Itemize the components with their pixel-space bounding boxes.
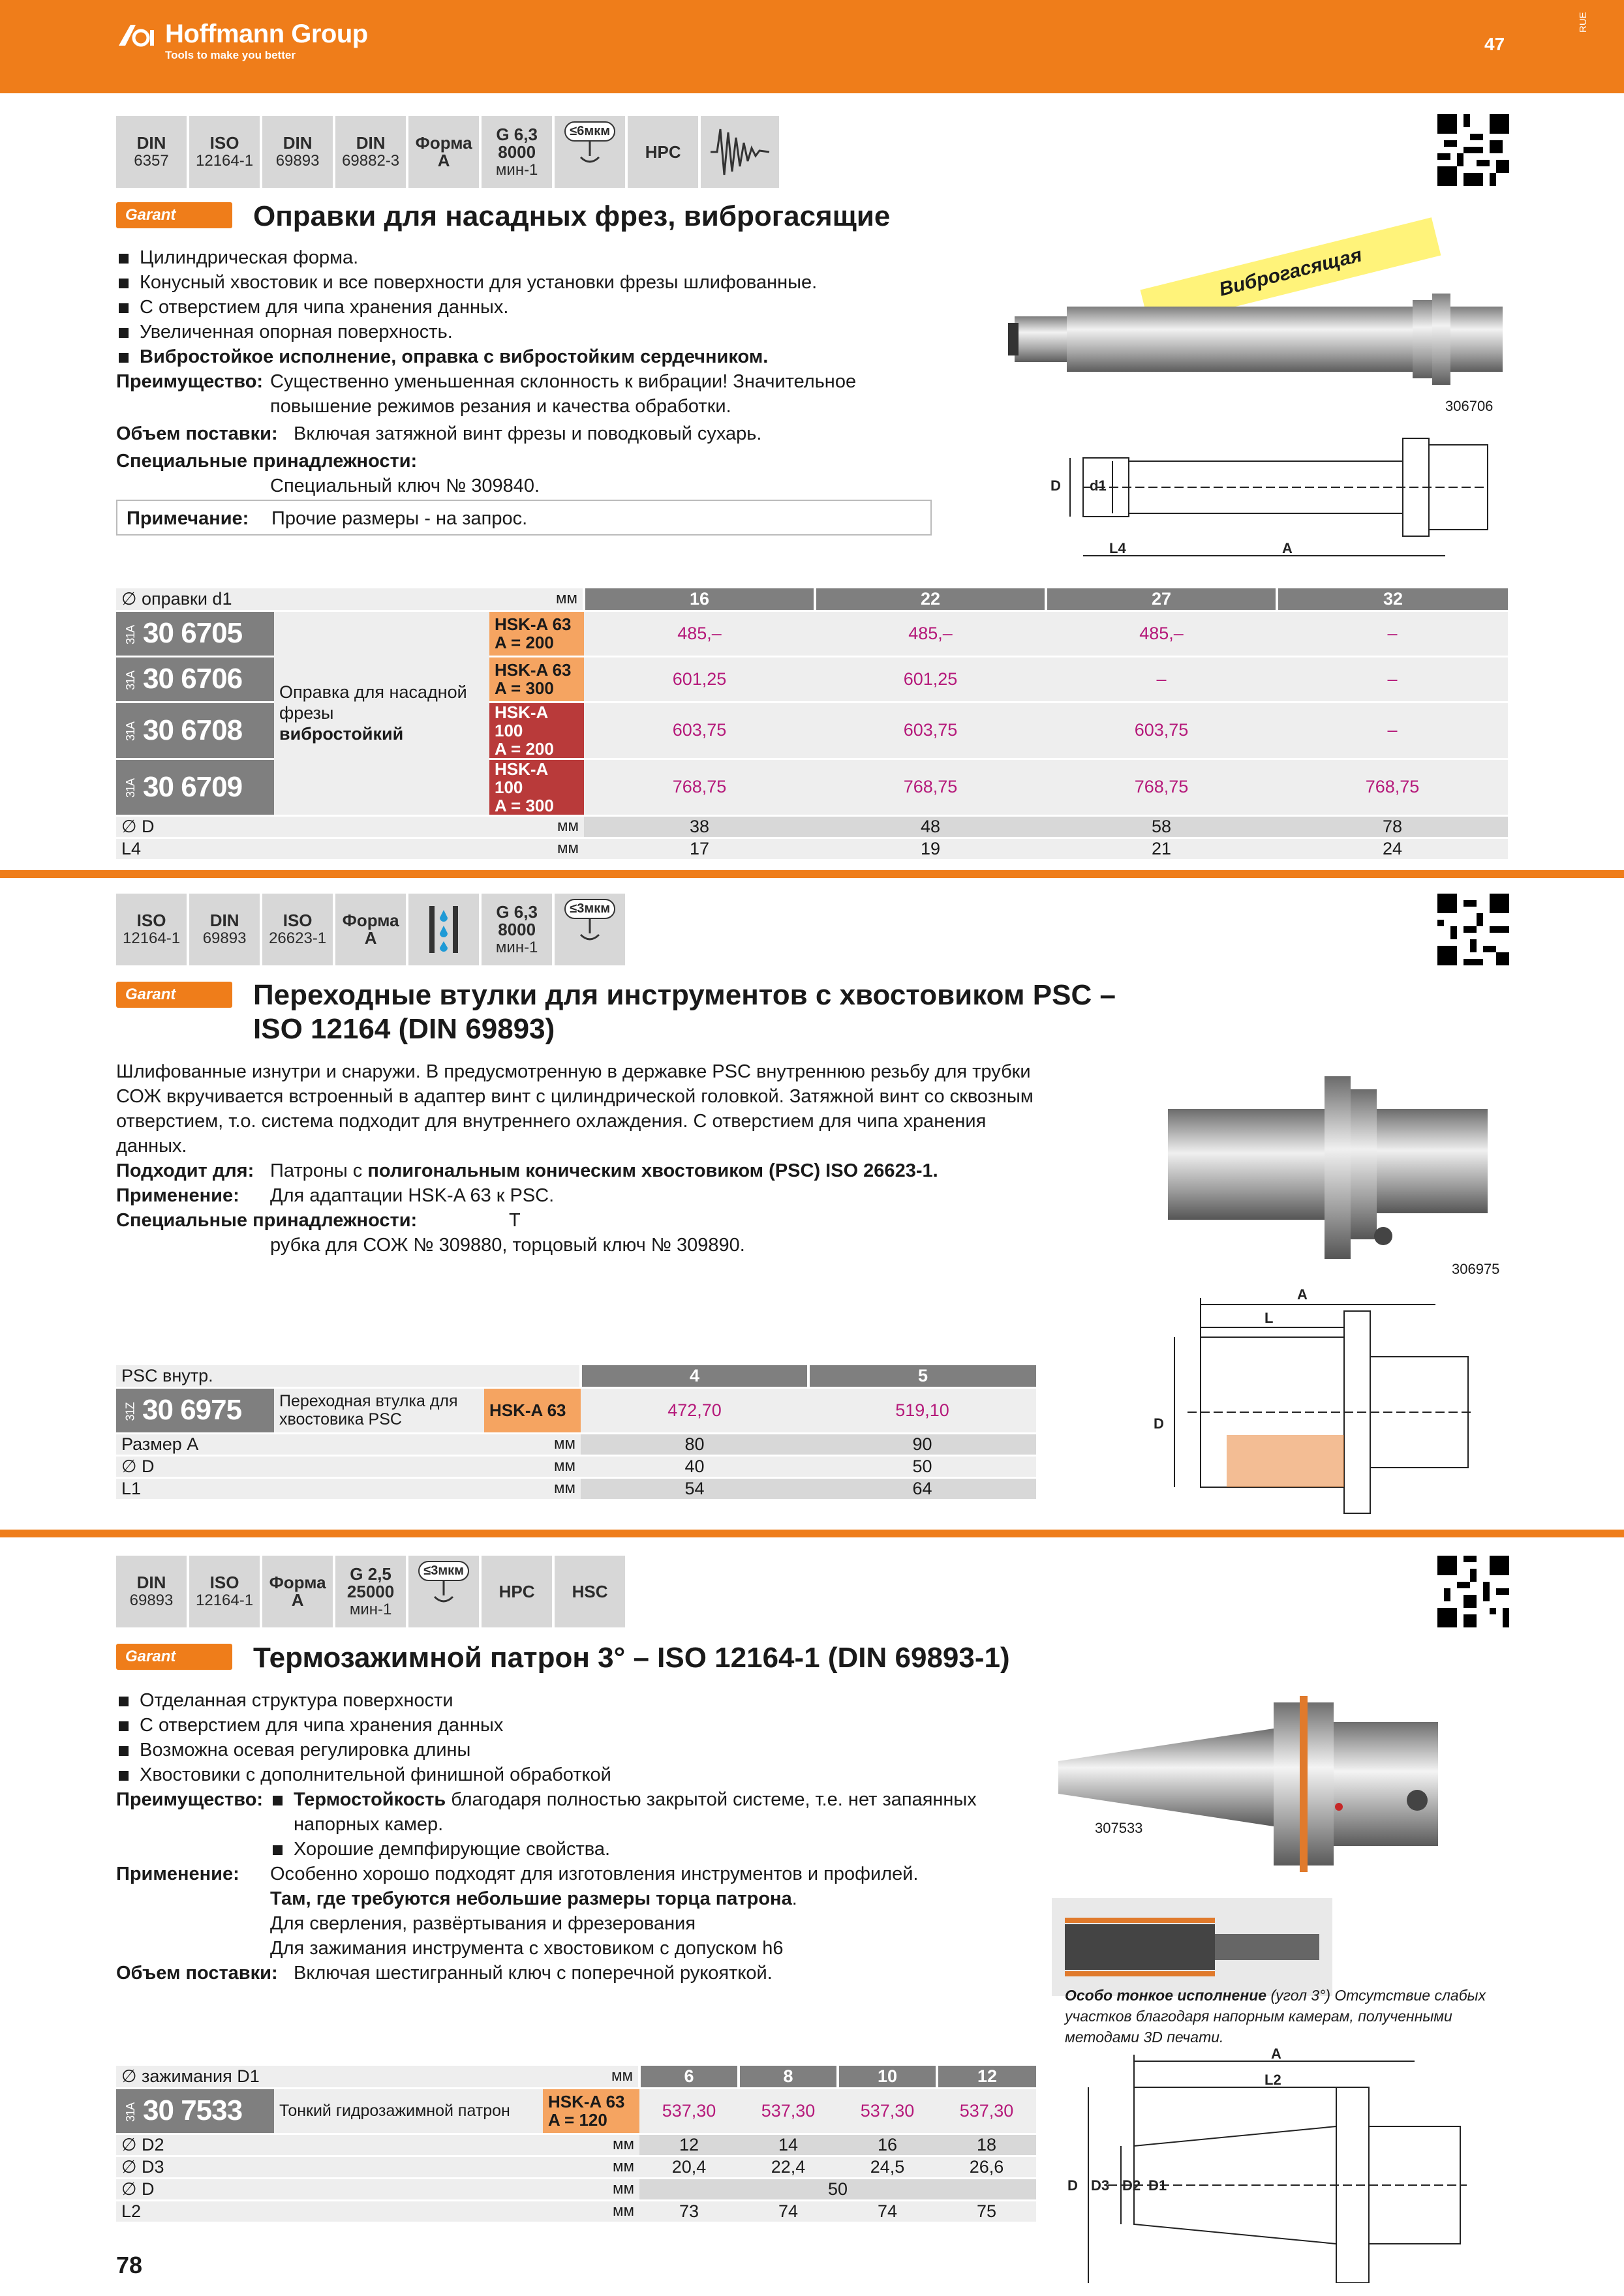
feature-item: Отделанная структура поверхности — [116, 1688, 1043, 1713]
balance-badge: G 2,5 25000 мин-1 — [335, 1556, 406, 1627]
unit: мм — [489, 838, 584, 860]
size-header: 22 — [815, 588, 1046, 611]
article-number[interactable]: 31A 30 6708 — [116, 702, 274, 759]
garant-logo: Garant — [116, 1644, 232, 1670]
price: 537,30 — [838, 2088, 937, 2134]
features-list-1 — [116, 245, 958, 498]
dim-label-L4: L4 — [1109, 540, 1126, 556]
note-label: Примечание: — [127, 508, 249, 529]
dim-value: 50 — [639, 2178, 1036, 2200]
dim-label: L1 — [116, 1477, 484, 1500]
dim-row — [116, 2156, 1036, 2178]
coolant-badge — [408, 894, 479, 965]
dim-value: 38 — [584, 815, 815, 838]
dim-label-d1: d1 — [1090, 477, 1107, 494]
feature-item: Конусный хвостовик и все поверхности для установки фрезы шлифованные. — [116, 270, 958, 295]
chuck-dimension-drawing — [1062, 2048, 1512, 2283]
dim-label: Размер A — [116, 1433, 484, 1455]
dim-value: 75 — [937, 2200, 1036, 2222]
form-badge: Форма A — [335, 894, 406, 965]
product-description: Оправка для насадной фрезы вибростойкий — [274, 611, 489, 815]
dim-row — [116, 1477, 1036, 1500]
hoffmann-logo — [116, 20, 368, 62]
balance-badge: G 6,3 8000 мин-1 — [482, 894, 552, 965]
price: 603,75 — [815, 702, 1046, 759]
unit: мм — [543, 2200, 639, 2222]
dim-value: 40 — [581, 1455, 808, 1477]
norm-badge: DIN 69893 — [189, 894, 260, 965]
hsk-cell: HSK-A 100 A = 200 — [489, 702, 584, 759]
price: 601,25 — [584, 656, 815, 702]
dim-value: 58 — [1046, 815, 1277, 838]
feature-item: Увеличенная опорная поверхность. — [116, 320, 958, 344]
advantage-text: повышение режимов резания и качества обработки. — [270, 396, 731, 417]
feature-item: Хвостовики с дополнительной финишной обработкой — [116, 1762, 1043, 1787]
feature-item: Цилиндрическая форма. — [116, 245, 958, 270]
runout-badge: ≤3мкм — [555, 894, 625, 965]
size-header: 32 — [1277, 588, 1508, 611]
price: 485,– — [1046, 611, 1277, 656]
chuck-caption: Особо тонкое исполнение (угол 3°) Отсутствие слабых участков благодаря напорным камерам, полученными методами 3D печати. — [1065, 1987, 1486, 2046]
norm-badges-3 — [116, 1556, 625, 1627]
form-badge: Форма A — [262, 1556, 333, 1627]
price: 768,75 — [1277, 759, 1508, 815]
features-list-3: Отделанная структура поверхности С отверстием для чипа хранения данных Возможна осевая регулировка длины Хвостовики с дополнительной финишной обработкой Преимущество: Термостойкость благодаря полностью закрытой системе, т.е. нет запаянных напорных камер. Хорошие демпфирующие свойства. Применение: Особенно хорошо подходят для изготовления инструментов и профилей. Там, где требуются небольшие размеры торца патрона. Для сверления, развёртывания и фрезерования Для зажимания инструмента с хвостовиком с допуском h6 Объем поставки: Включая шестигранный ключ с поперечной рукояткой. — [116, 1688, 1043, 1986]
vibration-badge — [701, 116, 779, 188]
dim-row — [116, 1455, 1036, 1477]
runout-badge: ≤3мкм — [408, 1556, 479, 1627]
dim-value: 18 — [937, 2134, 1036, 2156]
dim-label: L2 — [116, 2200, 543, 2222]
size-header: 5 — [808, 1365, 1036, 1387]
dim-label: ∅ D — [116, 2178, 543, 2200]
table-head-label: PSC внутр. — [116, 1365, 581, 1387]
price: 485,– — [815, 611, 1046, 656]
dim-label-D: D — [1050, 477, 1061, 494]
qr-code-icon[interactable] — [1437, 114, 1509, 186]
unit: мм — [489, 588, 584, 611]
size-header: 10 — [838, 2066, 937, 2088]
article-number[interactable]: 31A 30 7533 — [116, 2088, 274, 2134]
advantage-label: Преимущество: — [116, 1789, 264, 1810]
price-table-1 — [116, 588, 1508, 861]
hoffmann-logo-icon — [116, 22, 161, 48]
table-head-label: ∅ оправки d1 — [116, 588, 489, 611]
hsk-cell: HSK-A 63 A = 300 — [489, 656, 584, 702]
price-table-2 — [116, 1365, 1036, 1501]
price: 768,75 — [1046, 759, 1277, 815]
dim-value: 90 — [808, 1433, 1036, 1455]
delivery-label: Объем поставки: — [116, 423, 278, 444]
unit: мм — [484, 1477, 581, 1500]
chuck-section-image — [1052, 1898, 1332, 1996]
price: 603,75 — [1046, 702, 1277, 759]
unit: мм — [543, 2066, 639, 2088]
section-divider — [0, 870, 1624, 878]
norm-badge: DIN 69893 — [262, 116, 333, 188]
form-badge: Форма A — [408, 116, 479, 188]
dim-label: ∅ D3 — [116, 2156, 543, 2178]
dim-value: 17 — [584, 838, 815, 860]
brand-tagline: Tools to make you better — [165, 49, 296, 61]
price: – — [1277, 656, 1508, 702]
dim-value: 16 — [838, 2134, 937, 2156]
dim-value: 21 — [1046, 838, 1277, 860]
qr-code-icon[interactable] — [1437, 894, 1509, 965]
description-2: Шлифованные изнутри и снаружи. В предусмотренную в державке PSC внутреннюю резьбу для трубки СОЖ вкручивается встроенный в адаптер винт с цилиндрической головкой. Затяжной винт со сквозным отверстием, т.о. система подходит для внутреннего охлаждения. С отверстием для чипа хранения данных. Подходит для: Патроны с полигональным коническим хвостовиком (PSC) ISO 26623-1. Применение: Для адаптации HSK-A 63 к PSC. Специальные принадлежности: Т рубка для СОЖ № 309880, торцовый ключ № 309890. — [116, 1061, 1034, 1256]
note-text: Прочие размеры - на запрос. — [271, 508, 528, 529]
hsc-badge: HSC — [555, 1556, 625, 1627]
price: 485,– — [584, 611, 815, 656]
dim-value: 19 — [815, 838, 1046, 860]
price: – — [1277, 611, 1508, 656]
dim-row — [116, 838, 1508, 860]
vibration-banner: Виброгасящая — [1141, 217, 1441, 328]
article-number[interactable]: 31A 30 6705 — [116, 611, 274, 656]
dim-value: 54 — [581, 1477, 808, 1500]
price: – — [1046, 656, 1277, 702]
internal-coolant-icon — [424, 903, 463, 956]
article-number[interactable]: 31A 30 6706 — [116, 656, 274, 702]
dim-label-D1: D1 — [1148, 2177, 1167, 2194]
runout-gauge-icon — [577, 142, 603, 168]
dim-row — [116, 2200, 1036, 2222]
delivery-label: Объем поставки: — [116, 1963, 278, 1984]
dim-label-A: A — [1271, 2048, 1281, 2062]
runout-badge: ≤6мкм — [555, 116, 625, 188]
accessories-label: Специальные принадлежности: — [116, 451, 418, 472]
garant-logo: Garant — [116, 982, 232, 1008]
dim-value: 64 — [808, 1477, 1036, 1500]
section-divider — [0, 1530, 1624, 1537]
table-row[interactable] — [116, 611, 1508, 656]
norm-badge: ISO 12164-1 — [189, 116, 260, 188]
dim-label: L4 — [116, 838, 489, 860]
balance-badge: G 6,3 8000 мин-1 — [482, 116, 552, 188]
price: 519,10 — [808, 1387, 1036, 1433]
adapter-product-image — [1161, 1070, 1507, 1265]
dim-value: 74 — [739, 2200, 838, 2222]
fits-label: Подходит для: — [116, 1160, 254, 1181]
price: 603,75 — [584, 702, 815, 759]
price: 601,25 — [815, 656, 1046, 702]
price: 537,30 — [739, 2088, 838, 2134]
qr-code-icon[interactable] — [1437, 1556, 1509, 1627]
image-code-3: 307533 — [1095, 1820, 1143, 1836]
price-table-3 — [116, 2066, 1036, 2224]
feature-item: Вибростойкое исполнение, оправка с вибростойким сердечником. — [116, 344, 958, 369]
price: 537,30 — [639, 2088, 739, 2134]
norm-badge: ISO 12164-1 — [189, 1556, 260, 1627]
dim-label-A: A — [1297, 1286, 1308, 1303]
delivery-text: Включая затяжной винт фрезы и поводковый сухарь. — [294, 423, 762, 444]
feature-item: С отверстием для чипа хранения данных. — [116, 295, 958, 320]
image-code-1: 306706 — [1445, 398, 1494, 414]
dim-label-D: D — [1067, 2177, 1078, 2194]
hpc-badge: HPC — [628, 116, 698, 188]
hsk-cell: HSK-A 63 — [484, 1387, 581, 1433]
dim-value: 24,5 — [838, 2156, 937, 2178]
footer-page-number: 78 — [116, 2252, 143, 2278]
section-title-3: Термозажимной патрон 3° – ISO 12164-1 (DIN 69893-1) — [253, 1642, 1010, 1674]
dim-value: 80 — [581, 1433, 808, 1455]
hsk-cell: HSK-A 63 A = 200 — [489, 611, 584, 656]
section-title-2: Переходные втулки для инструментов с хвостовиком PSC – ISO 12164 (DIN 69893) — [253, 979, 1116, 1045]
chuck-product-image — [1052, 1689, 1509, 1879]
table-row[interactable] — [116, 2088, 1036, 2134]
size-header: 16 — [584, 588, 815, 611]
unit: мм — [489, 815, 584, 838]
price: 472,70 — [581, 1387, 808, 1433]
norm-badge: ISO 12164-1 — [116, 894, 187, 965]
dim-value: 22,4 — [739, 2156, 838, 2178]
norm-badges-2 — [116, 894, 625, 965]
arbor-product-image — [1008, 280, 1510, 391]
price: 768,75 — [584, 759, 815, 815]
norm-badge: DIN 69882-3 — [335, 116, 406, 188]
page-header — [0, 0, 1624, 93]
dim-value: 20,4 — [639, 2156, 739, 2178]
dim-label-L2: L2 — [1264, 2072, 1281, 2088]
size-header: 6 — [639, 2066, 739, 2088]
runout-gauge-icon — [577, 919, 603, 945]
image-code-2: 306975 — [1452, 1261, 1500, 1277]
runout-gauge-icon — [431, 1581, 457, 1607]
norm-badge: DIN 69893 — [116, 1556, 187, 1627]
dim-label: ∅ D — [116, 1455, 484, 1477]
hsk-cell: HSK-A 100 A = 300 — [489, 759, 584, 815]
dim-label-D3: D3 — [1091, 2177, 1110, 2194]
dim-label-A: A — [1282, 540, 1293, 556]
garant-logo: Garant — [116, 202, 232, 228]
dim-value: 78 — [1277, 815, 1508, 838]
unit: мм — [543, 2156, 639, 2178]
dim-label-L: L — [1264, 1310, 1274, 1326]
dim-value: 26,6 — [937, 2156, 1036, 2178]
unit: мм — [484, 1433, 581, 1455]
dim-row — [116, 2134, 1036, 2156]
dim-row — [116, 2178, 1036, 2200]
norm-badge: DIN 6357 — [116, 116, 187, 188]
price: 537,30 — [937, 2088, 1036, 2134]
accessories-text: Специальный ключ № 309840. — [270, 476, 540, 496]
size-header: 4 — [581, 1365, 808, 1387]
dim-value: 50 — [808, 1455, 1036, 1477]
adapter-dimension-drawing — [1148, 1285, 1507, 1533]
dim-row — [116, 1433, 1036, 1455]
hpc-badge: HPC — [482, 1556, 552, 1627]
price: 768,75 — [815, 759, 1046, 815]
dim-value: 73 — [639, 2200, 739, 2222]
note-box — [116, 500, 932, 536]
price: – — [1277, 702, 1508, 759]
dim-label: ∅ D — [116, 815, 489, 838]
vibration-damping-icon — [707, 126, 773, 178]
advantage-label: Преимущество: — [116, 371, 264, 392]
section-title-1: Оправки для насадных фрез, виброгасящие — [253, 200, 891, 232]
product-description: Тонкий гидрозажимной патрон — [274, 2088, 543, 2134]
application-label: Применение: — [116, 1864, 239, 1884]
size-header: 8 — [739, 2066, 838, 2088]
norm-badge: ISO 26623-1 — [262, 894, 333, 965]
language-code: RUE — [1578, 12, 1589, 33]
unit: мм — [543, 2178, 639, 2200]
dim-row — [116, 815, 1508, 838]
table-row[interactable] — [116, 1387, 1036, 1433]
article-number[interactable]: 31A 30 6709 — [116, 759, 274, 815]
dim-label: ∅ D2 — [116, 2134, 543, 2156]
article-number[interactable]: 31Z 30 6975 — [116, 1387, 274, 1433]
size-header: 27 — [1046, 588, 1277, 611]
dim-label-D: D — [1154, 1415, 1164, 1432]
unit: мм — [484, 1455, 581, 1477]
brand-name: Hoffmann Group — [165, 20, 368, 48]
dim-value: 12 — [639, 2134, 739, 2156]
application-label: Применение: — [116, 1185, 239, 1206]
product-description: Переходная втулка для хвостовика PSC — [274, 1387, 484, 1433]
table-head-label: ∅ зажимания D1 — [116, 2066, 543, 2088]
dim-value: 24 — [1277, 838, 1508, 860]
arbor-dimension-drawing — [1037, 425, 1507, 575]
dim-value: 74 — [838, 2200, 937, 2222]
dim-value: 14 — [739, 2134, 838, 2156]
hsk-cell: HSK-A 63 A = 120 — [543, 2088, 639, 2134]
page-number: 47 — [1484, 34, 1505, 54]
advantage-text: Существенно уменьшенная склонность к вибрации! Значительное — [270, 371, 857, 392]
unit: мм — [543, 2134, 639, 2156]
accessories-label: Специальные принадлежности: — [116, 1210, 418, 1231]
dim-label-D2: D2 — [1122, 2177, 1141, 2194]
feature-item: Возможна осевая регулировка длины — [116, 1738, 1043, 1762]
size-header: 12 — [937, 2066, 1036, 2088]
dim-value: 48 — [815, 815, 1046, 838]
feature-item: С отверстием для чипа хранения данных — [116, 1713, 1043, 1738]
norm-badges-1 — [116, 116, 779, 188]
